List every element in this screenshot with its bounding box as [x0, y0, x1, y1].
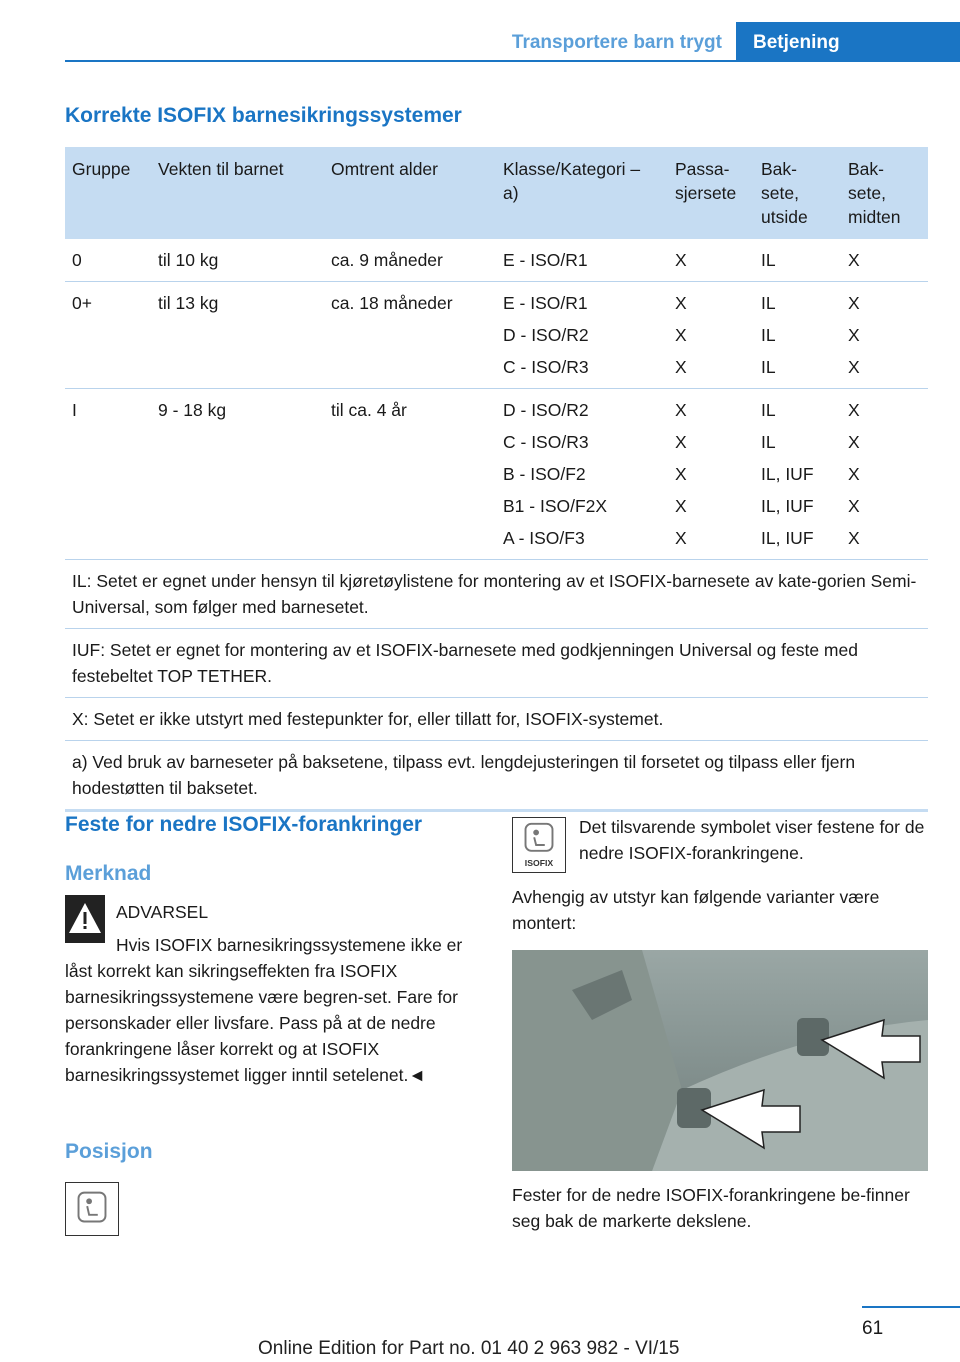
cell-line: X [848, 400, 860, 420]
cell-line: X [848, 432, 860, 452]
cell-line: IL [761, 357, 776, 377]
col-header-group: Gruppe [72, 159, 131, 179]
cell-line: X [848, 325, 860, 345]
table-cell-group [65, 292, 151, 388]
cell-line: X [848, 293, 860, 313]
table-cell-classes [496, 292, 668, 388]
table-row [65, 389, 928, 560]
note-heading: Merknad [65, 862, 152, 885]
cell-line: X [675, 293, 687, 313]
cell-line: X [848, 464, 860, 484]
photo-caption: Fester for de nedre ISOFIX-forankringene be-finner seg bak de markerte dekslene. [512, 1185, 910, 1231]
cell-line: X [675, 250, 687, 270]
table-cell-passenger [668, 249, 754, 281]
cell-line: X [675, 496, 687, 516]
cell-line: ca. 9 måneder [331, 250, 443, 270]
table-cell-classes [496, 249, 668, 281]
cell-line: X [848, 528, 860, 548]
cell-line: IL, IUF [761, 528, 814, 548]
table-cell-passenger [668, 399, 754, 559]
footer-rule [862, 1306, 960, 1308]
cell-line: IL [761, 250, 776, 270]
table-row [65, 282, 928, 389]
cell-line: 0 [72, 250, 82, 270]
table-cell-age [324, 292, 496, 388]
cell-line: C - ISO/R3 [503, 357, 589, 377]
cell-line: ca. 18 måneder [331, 293, 453, 313]
col-header-age: Omtrent alder [331, 159, 438, 179]
cell-line: X [675, 357, 687, 377]
isofix-anchor-icon [512, 817, 566, 873]
table-cell-passenger [668, 292, 754, 388]
table-cell-rear-middle [841, 292, 928, 388]
isofix-table [65, 147, 928, 812]
table-note-il: IL: Setet er egnet under hensyn til kjøretøylistene for montering av et ISOFIX-barnesete av kate-gorien Semi-Universal, som følger med barnesetet. [65, 560, 928, 629]
table-cell-rear-outer [754, 292, 841, 388]
cell-line: til 10 kg [158, 250, 219, 270]
table-header [65, 147, 928, 239]
table-cell-weight [151, 399, 324, 559]
cell-line: C - ISO/R3 [503, 432, 589, 452]
cell-line: 0+ [72, 293, 92, 313]
table-row [65, 239, 928, 282]
cell-line: til ca. 4 år [331, 400, 407, 420]
cell-line: til 13 kg [158, 293, 219, 313]
page-number: 61 [862, 1318, 884, 1339]
warning-text: Hvis ISOFIX barnesikringssystemene ikke er låst korrekt kan sikringseffekten fra ISOFIX barnesikringssystemene være begren-set. Fare for personskader eller livsfare. Pass på at de nedre forankringene låser korrekt og at ISOFIX barnesikringssystemet ligger inntil setelenet.◄ [65, 935, 463, 1085]
cell-line: D - ISO/R2 [503, 325, 589, 345]
cell-line: E - ISO/R1 [503, 293, 588, 313]
cell-line: IL, IUF [761, 464, 814, 484]
header-rule [65, 60, 960, 62]
cell-line: B1 - ISO/F2X [503, 496, 608, 516]
position-heading: Posisjon [65, 1140, 153, 1163]
cell-line: D - ISO/R2 [503, 400, 589, 420]
table-cell-rear-outer [754, 399, 841, 559]
cell-line: X [675, 325, 687, 345]
section-heading: Feste for nedre ISOFIX-forankringer [65, 813, 423, 836]
table-cell-rear-middle [841, 249, 928, 281]
cell-line: X [675, 400, 687, 420]
table-cell-classes [496, 399, 668, 559]
cell-line: IL [761, 325, 776, 345]
table-body [65, 239, 928, 560]
cell-line: B - ISO/F2 [503, 464, 586, 484]
table-note-x: X: Setet er ikke utstyrt med festepunkter for, eller tillatt for, ISOFIX-systemet. [65, 698, 928, 741]
cell-line: X [675, 432, 687, 452]
cell-line: X [848, 496, 860, 516]
table-cell-rear-middle [841, 399, 928, 559]
cell-line: IL [761, 432, 776, 452]
table-cell-age [324, 399, 496, 559]
cell-line: X [848, 357, 860, 377]
col-header-weight: Vekten til barnet [158, 159, 284, 179]
cell-line: I [72, 400, 77, 420]
footer-edition: Online Edition for Part no. 01 40 2 963 982 - VI/15 [258, 1338, 680, 1359]
table-cell-rear-outer [754, 249, 841, 281]
cell-line: X [675, 528, 687, 548]
table-cell-group [65, 249, 151, 281]
table-note-iuf: IUF: Setet er egnet for montering av et ISOFIX-barnesete med godkjenningen Universal og feste med festebeltet TOP TETHER. [65, 629, 928, 698]
col-header-rear-outer: Bak- sete, utside [761, 159, 808, 227]
chapter-tab: Betjening [736, 22, 960, 62]
cell-line: IL, IUF [761, 496, 814, 516]
table-title: Korrekte ISOFIX barnesikringssystemer [65, 104, 462, 127]
cell-line: IL [761, 293, 776, 313]
cell-line: IL [761, 400, 776, 420]
cell-line: 9 - 18 kg [158, 400, 227, 420]
table-cell-group [65, 399, 151, 559]
table-cell-weight [151, 249, 324, 281]
table-cell-weight [151, 292, 324, 388]
running-header-section: Transportere barn trygt [511, 32, 722, 53]
cell-line: E - ISO/R1 [503, 250, 588, 270]
isofix-symbol-icon [65, 1182, 119, 1236]
col-header-passenger: Passa- sjersete [675, 159, 737, 203]
cell-line: A - ISO/F3 [503, 528, 585, 548]
table-note-a: a) Ved bruk av barneseter på baksetene, tilpass evt. lengdejusteringen til forsetet og tilpass eller fjern hodestøtten til baksetet. [65, 741, 928, 812]
symbol-description: Det tilsvarende symbolet viser festene for de nedre ISOFIX-forankringene. [579, 817, 925, 863]
col-header-rear-middle: Bak- sete, midten [848, 159, 901, 227]
isofix-label: ISOFIX [524, 858, 554, 869]
table-cell-age [324, 249, 496, 281]
cell-line: X [675, 464, 687, 484]
rear-seat-photo [512, 950, 928, 1171]
cell-line: X [848, 250, 860, 270]
warning-title: ADVARSEL [116, 902, 209, 922]
variant-description: Avhengig av utstyr kan følgende varianter være montert: [512, 887, 880, 933]
col-header-class: Klasse/Kategori – a) [503, 159, 641, 203]
